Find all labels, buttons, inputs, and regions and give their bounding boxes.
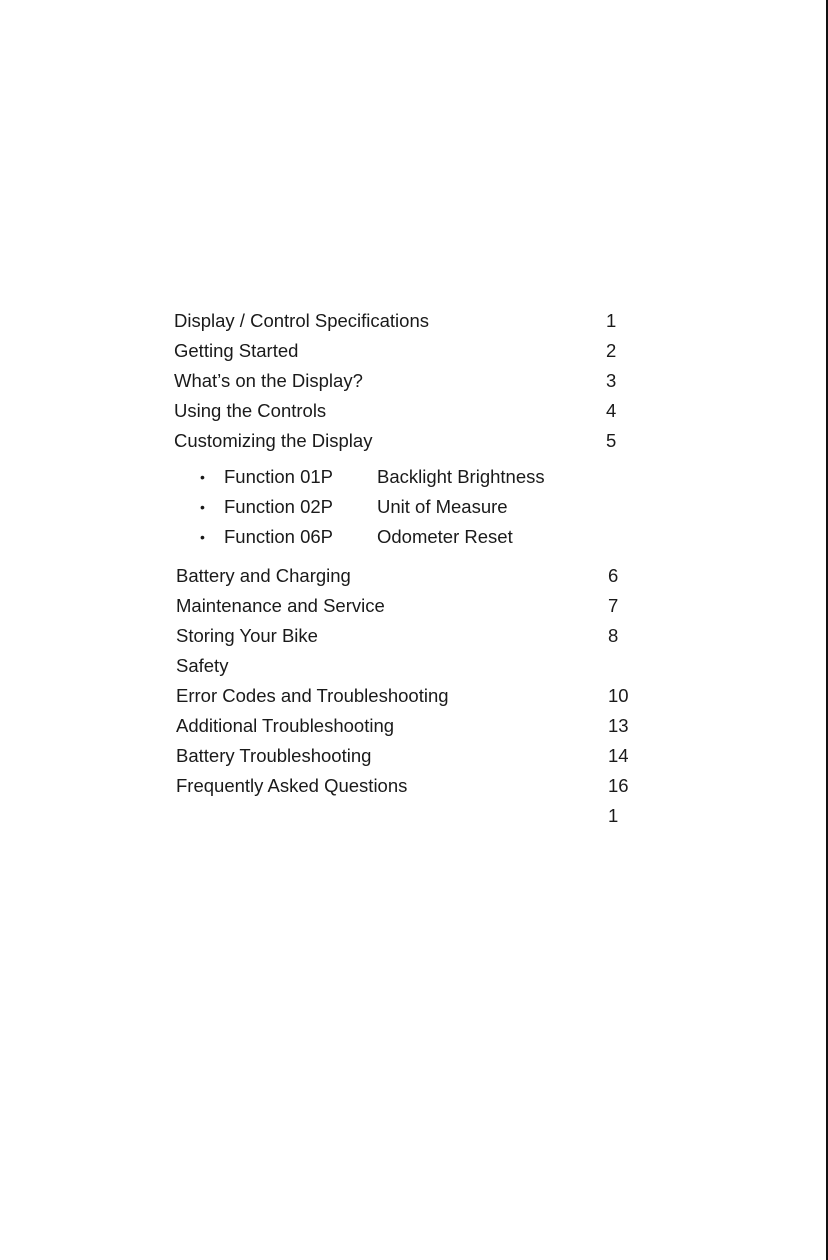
function-list-item bbox=[0, 492, 828, 522]
toc-entry-page: 4 bbox=[606, 400, 617, 421]
toc-entry[interactable] bbox=[0, 336, 828, 366]
toc-entry-page: 16 bbox=[608, 775, 629, 796]
toc-entry[interactable] bbox=[0, 426, 828, 456]
toc-entry[interactable] bbox=[0, 651, 828, 681]
toc-entry-title: Additional Troubleshooting bbox=[176, 715, 395, 736]
toc-entry-page: 13 bbox=[608, 715, 629, 736]
toc-entry[interactable] bbox=[0, 741, 828, 771]
toc-entry-title: Safety bbox=[176, 655, 229, 676]
toc-entry[interactable] bbox=[0, 681, 828, 711]
toc-entry[interactable] bbox=[0, 366, 828, 396]
bullet-icon: • bbox=[200, 529, 205, 545]
toc-entry-title: Maintenance and Service bbox=[176, 595, 385, 616]
toc-entry-title: Battery Troubleshooting bbox=[176, 745, 372, 766]
toc-entry-title: Storing Your Bike bbox=[176, 625, 318, 646]
function-list-item bbox=[0, 522, 828, 552]
toc-entry-page: 5 bbox=[606, 430, 617, 451]
toc-entry-title: Error Codes and Troubleshooting bbox=[176, 685, 449, 706]
toc-entry[interactable] bbox=[0, 561, 828, 591]
function-list-item bbox=[0, 462, 828, 492]
toc-entry-title: Battery and Charging bbox=[176, 565, 351, 586]
toc-entry-page: 8 bbox=[608, 625, 619, 646]
bullet-icon: • bbox=[200, 469, 205, 485]
toc-entry bbox=[0, 801, 828, 831]
toc-entry-page: 1 bbox=[606, 310, 617, 331]
function-code: Function 02P bbox=[224, 496, 334, 517]
function-code: Function 06P bbox=[224, 526, 334, 547]
bullet-icon: • bbox=[200, 499, 205, 515]
toc-entry[interactable] bbox=[0, 771, 828, 801]
function-label: Backlight Brightness bbox=[377, 466, 545, 487]
toc-entry-title: Display / Control Specifications bbox=[174, 310, 429, 331]
toc-entry-page: 3 bbox=[606, 370, 617, 391]
toc-entry-title: Customizing the Display bbox=[174, 430, 373, 451]
toc-entry-title: Frequently Asked Questions bbox=[176, 775, 408, 796]
toc-entry-title: Using the Controls bbox=[174, 400, 327, 421]
toc-entry-page: 2 bbox=[606, 340, 617, 361]
toc-entry-page: 10 bbox=[608, 685, 629, 706]
toc-entry-page: 1 bbox=[608, 805, 619, 826]
toc-entry[interactable] bbox=[0, 591, 828, 621]
toc-entry[interactable] bbox=[0, 396, 828, 426]
function-label: Odometer Reset bbox=[377, 526, 513, 547]
toc-entry-page: 6 bbox=[608, 565, 619, 586]
function-code: Function 01P bbox=[224, 466, 334, 487]
function-label: Unit of Measure bbox=[377, 496, 508, 517]
toc-entry[interactable] bbox=[0, 621, 828, 651]
toc-entry[interactable] bbox=[0, 306, 828, 336]
toc-entry[interactable] bbox=[0, 711, 828, 741]
toc-entry-title: What’s on the Display? bbox=[174, 370, 363, 391]
toc-entry-title: Getting Started bbox=[174, 340, 299, 361]
toc-entry-page: 7 bbox=[608, 595, 619, 616]
toc-entry-page: 14 bbox=[608, 745, 629, 766]
